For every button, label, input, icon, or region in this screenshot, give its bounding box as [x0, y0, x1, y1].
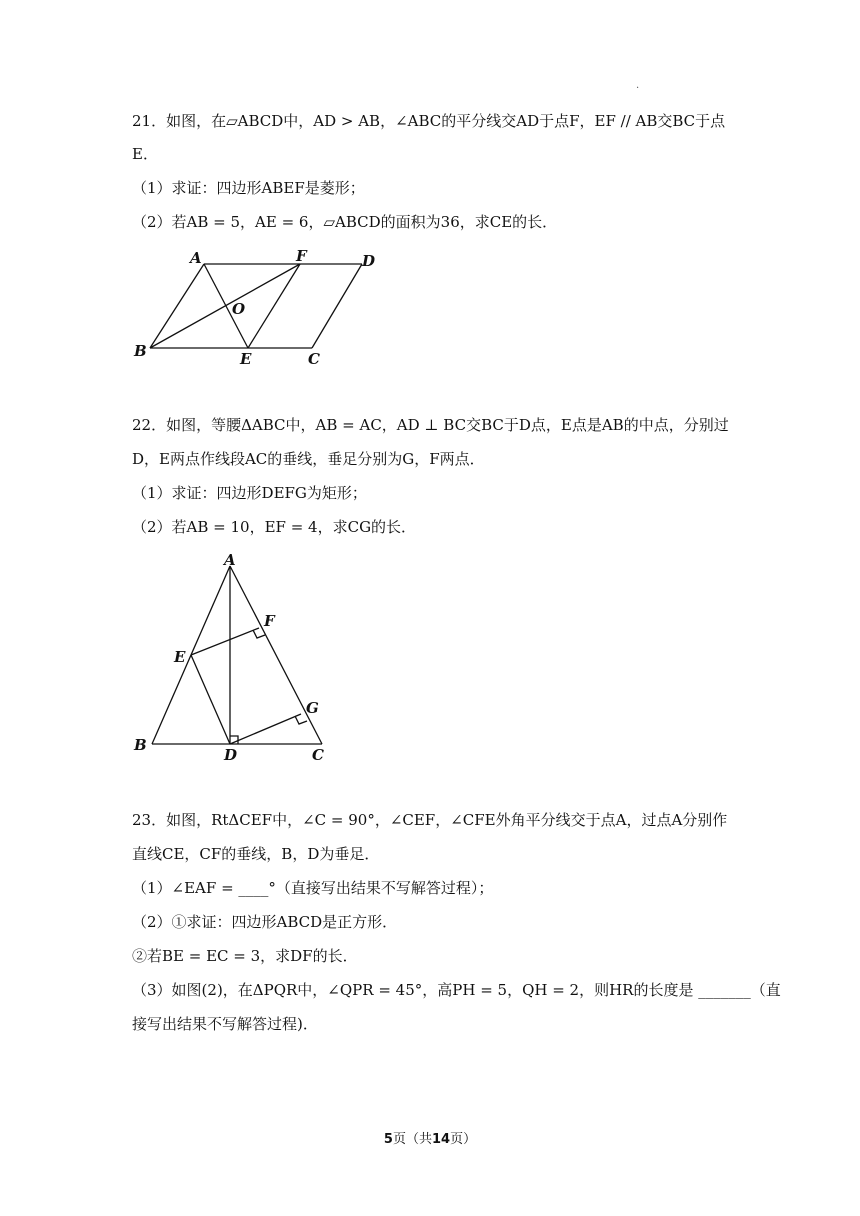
q21-label-d: D [362, 252, 376, 270]
q23-part2b: ②若BE = EC = 3，求DF的长． [132, 947, 358, 965]
q23-line1: 23．如图，RtΔCEF中，∠C = 90°，∠CEF，∠CFE外角平分线交于点A，过点A分别作 [132, 811, 728, 829]
q21-part1: （1）求证：四边形ABEF是菱形； [132, 179, 365, 197]
q22-label-g: G [306, 699, 319, 717]
footer-total-suffix: 页） [450, 1132, 477, 1147]
q22-label-e: E [174, 648, 186, 666]
footer-page-suffix: 页（共 [392, 1132, 432, 1147]
q23-part2a: （2）①求证：四边形ABCD是正方形． [132, 913, 398, 931]
q21-line2: E． [132, 145, 158, 163]
q21-line1: 21．如图，在▱ABCD中，AD > AB，∠ABC的平分线交AD于点F，EF // AB交BC于点 [132, 112, 726, 130]
q22-label-b: B [134, 736, 147, 754]
q22-part2: （2）若AB = 10，EF = 4，求CG的长． [132, 518, 417, 536]
q22-label-a: A [224, 551, 236, 569]
q23-part3: （3）如图(2)，在ΔPQR中，∠QPR = 45°，高PH = 5，QH = 2，则HR的长度是 _______（直 [132, 981, 781, 999]
q21-label-f: F [296, 247, 307, 265]
footer-total-pages: 14 [431, 1132, 451, 1147]
q22-line1: 22．如图，等腰ΔABC中，AB = AC，AD ⊥ BC交BC于D点，E点是AB的中点，分别过 [132, 416, 729, 434]
page-footer [0, 1128, 860, 1147]
q21-part2: （2）若AB = 5，AE = 6，▱ABCD的面积为36，求CE的长． [132, 213, 558, 231]
q22-line2: D，E两点作线段AC的垂线，垂足分别为G，F两点． [132, 450, 485, 468]
q22-label-f: F [264, 612, 275, 630]
q21-parallelogram-figure [128, 246, 388, 370]
q21-label-a: A [190, 249, 202, 267]
q21-label-b: B [134, 342, 147, 360]
q21-label-o: O [232, 300, 246, 318]
q21-label-c: C [308, 350, 320, 368]
q22-label-c: C [312, 746, 324, 764]
q23-part3b: 接写出结果不写解答过程)． [132, 1015, 318, 1033]
q22-triangle-figure [128, 548, 348, 768]
q22-part1: （1）求证：四边形DEFG为矩形； [132, 484, 367, 502]
page-dot: . [636, 80, 640, 91]
q21-label-e: E [240, 350, 252, 368]
q23-line2: 直线CE，CF的垂线，B，D为垂足． [132, 845, 380, 863]
q22-label-d: D [224, 746, 238, 764]
footer-page-number: 5 [383, 1132, 393, 1147]
q23-part1: （1）∠EAF = ____°（直接写出结果不写解答过程）； [132, 879, 494, 897]
